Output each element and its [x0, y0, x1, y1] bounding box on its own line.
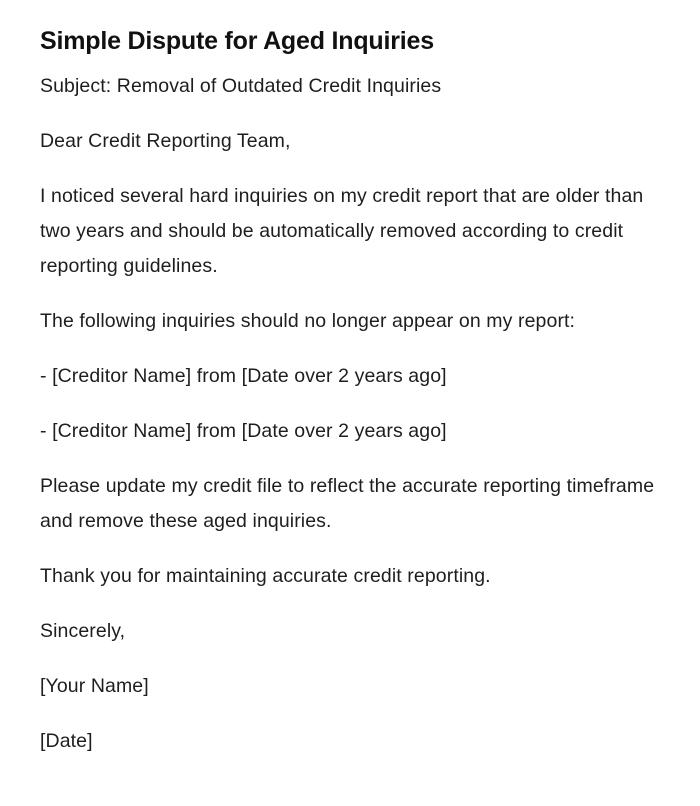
- thanks-paragraph: Thank you for maintaining accurate credit reporting.: [40, 565, 491, 587]
- closing: Sincerely,: [40, 620, 126, 642]
- inquiry-item: - [Creditor Name] from [Date over 2 years ago]: [40, 365, 447, 387]
- inquiry-item: - [Creditor Name] from [Date over 2 years ago]: [40, 420, 447, 442]
- subject-line: Subject: Removal of Outdated Credit Inquiries: [40, 75, 442, 97]
- request-paragraph: Please update my credit file to reflect the accurate reporting timeframe and remove these aged inquiries.: [40, 475, 655, 532]
- signature-date: [Date]: [40, 730, 93, 752]
- salutation: Dear Credit Reporting Team,: [40, 130, 291, 152]
- letter-document: [40, 24, 660, 759]
- body-intro-paragraph: I noticed several hard inquiries on my credit report that are older than two years and should be automatically removed according to credit reporting guidelines.: [40, 185, 644, 277]
- list-intro-paragraph: The following inquiries should no longer appear on my report:: [40, 310, 576, 332]
- document-title: Simple Dispute for Aged Inquiries: [40, 27, 434, 55]
- signature-name: [Your Name]: [40, 675, 149, 697]
